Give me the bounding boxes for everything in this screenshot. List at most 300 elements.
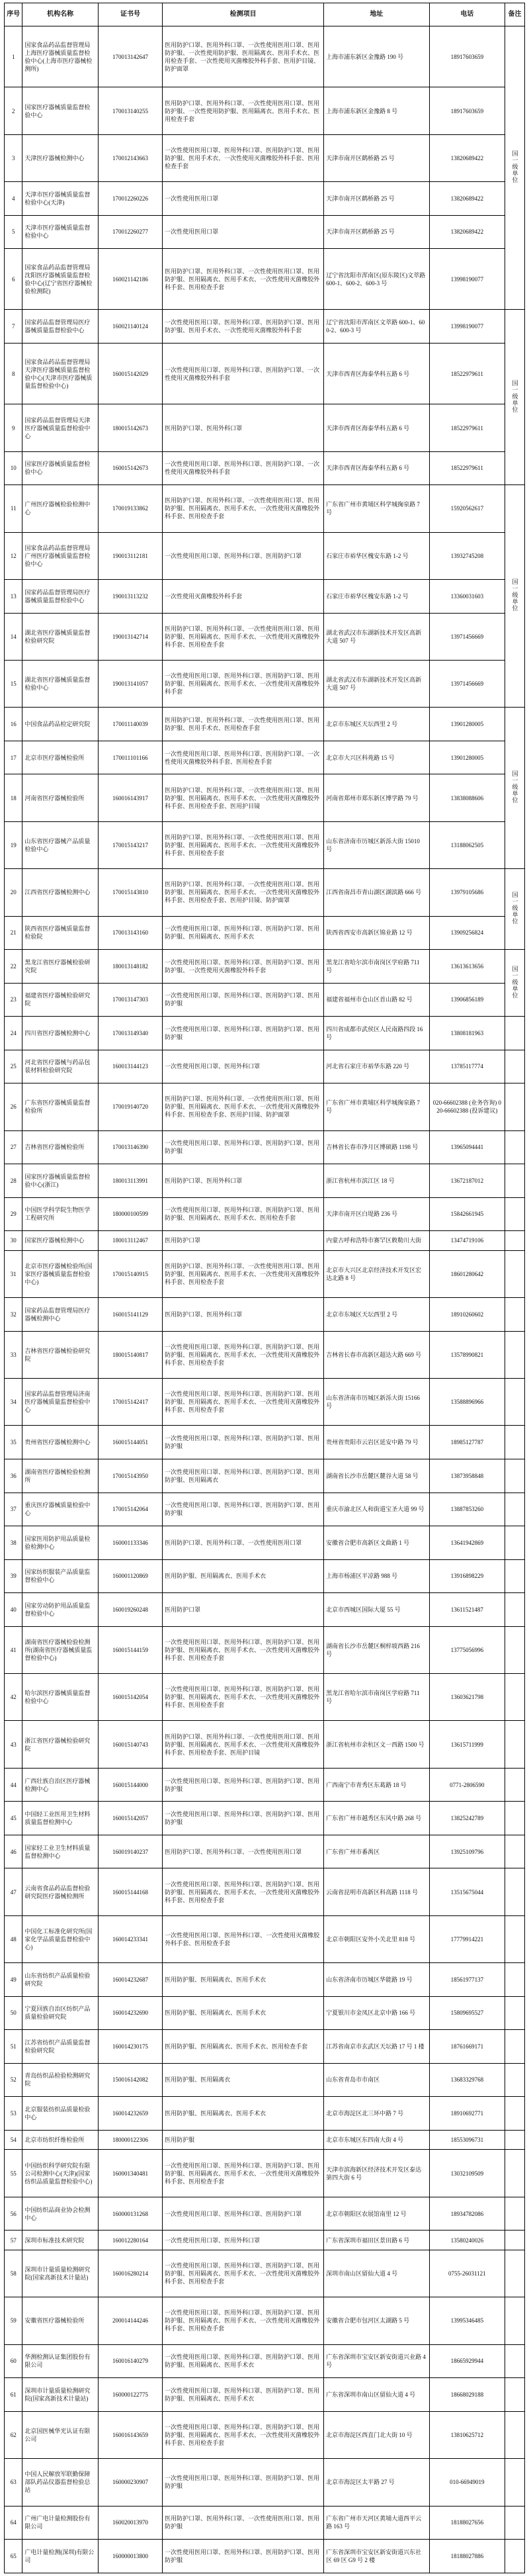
phone-number: 010-66949019 bbox=[429, 2459, 505, 2506]
header-no: 序号 bbox=[5, 3, 22, 26]
address: 福建省福州市仓山区首山路 82 号 bbox=[324, 983, 429, 1017]
test-items: 医用防护口罩、医用外科口罩、一次性使用医用口罩、医用防护服、医用隔离衣、医用手术衣、一次性使用灭菌橡胶外科手套、医用检查手套、医用护目镜 bbox=[163, 1721, 324, 1768]
row-number: 63 bbox=[5, 2459, 22, 2506]
certificate-number: 170012260226 bbox=[98, 182, 162, 216]
institution-name: 湖北省医疗器械质量监督检验研究院 bbox=[22, 613, 99, 660]
phone-number: 13906856189 bbox=[429, 983, 505, 1017]
certificate-number: 170013146390 bbox=[98, 1130, 162, 1164]
address: 上海市浦东新区金豫路 190 号 bbox=[324, 26, 429, 87]
institution-name: 吉林省医疗器械检验所 bbox=[22, 1130, 99, 1164]
row-number: 18 bbox=[5, 774, 22, 821]
table-row bbox=[5, 215, 525, 249]
address: 江苏省南京市玄武区天坛路 17 号 1 楼 bbox=[324, 2030, 429, 2064]
table-row bbox=[5, 1231, 525, 1251]
table-row bbox=[5, 182, 525, 216]
phone-number: 13810625712 bbox=[429, 2411, 505, 2458]
row-number: 45 bbox=[5, 1802, 22, 1835]
remark-cell bbox=[505, 1559, 525, 1593]
table-row bbox=[5, 2250, 525, 2297]
test-items: 医用防护服、医用隔离衣、医用手术衣、医用检查手套 bbox=[163, 2030, 324, 2064]
address: 北京市东城区天坛西里 2 号 bbox=[324, 1298, 429, 1332]
table-row bbox=[5, 1868, 525, 1915]
institution-name: 福建省医疗器械检验研究院 bbox=[22, 983, 99, 1017]
address: 安徽省合肥市包河区太湖路 5 号 bbox=[324, 2297, 429, 2344]
institution-name: 中国轻工业医用卫生材料质量监督检测中心 bbox=[22, 1802, 99, 1835]
test-items: 一次性使用医用口罩、医用外科口罩、医用防护口罩、医用防护服、医用隔离衣 bbox=[163, 1459, 324, 1493]
phone-number: 15920562617 bbox=[429, 485, 505, 532]
address: 宁夏银川市金凤区北京中路 166 号 bbox=[324, 1996, 429, 2030]
test-items: 医用防护口罩、医用外科口罩 bbox=[163, 1298, 324, 1332]
certificate-number: 170013143160 bbox=[98, 916, 162, 950]
remark-cell bbox=[505, 1050, 525, 1083]
test-items: 一次性使用医用口罩、医用外科口罩、医用防护口罩、医用防护服、医用隔离衣、医用手术衣、一次性使用灭菌橡胶外科手套、医用检查手套 bbox=[163, 2250, 324, 2297]
certificate-number: 170015142417 bbox=[98, 1379, 162, 1426]
remark-cell bbox=[505, 2344, 525, 2378]
row-number: 32 bbox=[5, 1298, 22, 1332]
row-number: 52 bbox=[5, 2063, 22, 2097]
remark-cell bbox=[505, 1996, 525, 2030]
row-number: 2 bbox=[5, 87, 22, 134]
test-items: 一次性使用医用口罩、医用外科口罩、医用防护口罩、医用防护服 bbox=[163, 1130, 324, 1164]
phone-number: 18917603659 bbox=[429, 87, 505, 134]
table-row bbox=[5, 2506, 525, 2540]
phone-number: 17779914221 bbox=[429, 1915, 505, 1962]
address: 广东省广州市天河区黄埔大道西平云路 163 号 bbox=[324, 2506, 429, 2540]
row-number: 46 bbox=[5, 1835, 22, 1868]
test-items: 一次性使用医用口罩、医用外科口罩、医用防护口罩、医用防护服 bbox=[163, 2459, 324, 2506]
certificate-number: 180013112467 bbox=[98, 1231, 162, 1251]
address: 石家庄市裕华区槐安东路 1-2 号 bbox=[324, 532, 429, 579]
certificate-number: 190013112181 bbox=[98, 532, 162, 579]
test-items: 医用防护口罩、医用外科口罩、一次性使用医用口罩、医用防护服、医用隔离衣、医用手术衣、一次性使用灭菌橡胶外科手套、医用检查手套 bbox=[163, 249, 324, 310]
test-items: 医用防护口罩 bbox=[163, 1593, 324, 1627]
row-number: 43 bbox=[5, 1721, 22, 1768]
institution-name: 陕西省医疗器械质量监督检验院 bbox=[22, 916, 99, 950]
institution-name: 湖南省医疗器械检验检测所 bbox=[22, 1459, 99, 1493]
address: 湖北省武汉市东湖新技术开发区高新大道 507 号 bbox=[324, 613, 429, 660]
remark-cell bbox=[505, 2250, 525, 2297]
certificate-number: 160015144051 bbox=[98, 1426, 162, 1459]
table-row bbox=[5, 821, 525, 868]
institution-name: 北京市纺织纤维检验所 bbox=[22, 2130, 99, 2150]
phone-number: 0771-2806590 bbox=[429, 1768, 505, 1802]
test-items: 一次性使用灭菌橡胶外科手套 bbox=[163, 580, 324, 614]
row-number: 65 bbox=[5, 2540, 22, 2573]
institution-name: 中国纺织科学研究院有限公司检测中心(天津)(国家纺织品质量监督检验中心) bbox=[22, 2150, 99, 2197]
row-number: 57 bbox=[5, 2231, 22, 2250]
phone-number: 18917603659 bbox=[429, 26, 505, 87]
certificate-number: 180000100599 bbox=[98, 1197, 162, 1231]
institution-name: 国家食品药品监督管理局广州医疗器械质量监督检验中心 bbox=[22, 532, 99, 579]
address: 河北省石家庄市裕华东路 220 号 bbox=[324, 1050, 429, 1083]
remark-cell bbox=[505, 26, 525, 310]
phone-number: 13641942869 bbox=[429, 1526, 505, 1560]
test-items: 医用防护服 bbox=[163, 2130, 324, 2150]
phone-number: 13965094441 bbox=[429, 1130, 505, 1164]
phone-number: 18934782086 bbox=[429, 2197, 505, 2231]
certificate-number: 170015140915 bbox=[98, 1250, 162, 1297]
institution-name: 吉林省医疗器械检验研究院 bbox=[22, 1331, 99, 1378]
remark-text: 国一级单位 bbox=[511, 770, 518, 804]
table-row bbox=[5, 2459, 525, 2506]
address: 北京市海淀区太平路 27 号 bbox=[324, 2459, 429, 2506]
institution-name: 中国纺织品商业协会检测中心 bbox=[22, 2197, 99, 2231]
row-number: 7 bbox=[5, 310, 22, 344]
row-number: 24 bbox=[5, 1017, 22, 1050]
table-row bbox=[5, 660, 525, 707]
institution-name: 国家药品监督管理局医疗器械质量监督检验中心 bbox=[22, 580, 99, 614]
row-number: 6 bbox=[5, 249, 22, 310]
testing-institutions-table bbox=[4, 3, 525, 2573]
header-addr: 地址 bbox=[324, 3, 429, 26]
test-items: 医用防护口罩、医用外科口罩、一次性使用医用口罩、医用防护服、一次性使用防护服、医用隔离衣、医用手术衣、医用检查手套 bbox=[163, 87, 324, 134]
table-row bbox=[5, 2150, 525, 2197]
table-row bbox=[5, 1197, 525, 1231]
address: 天津市南开区鹤桥路 25 号 bbox=[324, 134, 429, 181]
table-row bbox=[5, 1915, 525, 1962]
row-number: 3 bbox=[5, 134, 22, 181]
table-row bbox=[5, 2540, 525, 2573]
phone-number: 13873958848 bbox=[429, 1459, 505, 1493]
phone-number: 18910260602 bbox=[429, 1298, 505, 1332]
certificate-number: 160013144123 bbox=[98, 1050, 162, 1083]
row-number: 34 bbox=[5, 1379, 22, 1426]
certificate-number: 170015143217 bbox=[98, 821, 162, 868]
row-number: 41 bbox=[5, 1626, 22, 1673]
institution-name: 广东省医疗器械质量监督检验所 bbox=[22, 1083, 99, 1130]
test-items: 医用防护口罩、医用外科口罩、一次性使用医用口罩、医用防护服、医用隔离衣、医用手术衣、一次性使用灭菌橡胶外科手套、医用检查手套 bbox=[163, 613, 324, 660]
test-items: 一次性使用医用口罩、医用外科口罩、医用防护口罩、医用防护服、医用隔离衣、医用手术衣、一次性使用灭菌橡胶外科手套、医用检查手套 bbox=[163, 1673, 324, 1720]
test-items: 医用防护服、医用隔离衣、医用手术衣 bbox=[163, 1996, 324, 2030]
address: 北京市东城区东四南大街 4 号 bbox=[324, 2130, 429, 2150]
address: 天津市西青区海泰华科五路 6 号 bbox=[324, 451, 429, 485]
table-row bbox=[5, 532, 525, 579]
institution-name: 广西壮族自治区医疗器械检测中心 bbox=[22, 1768, 99, 1802]
remark-cell bbox=[505, 2378, 525, 2412]
certificate-number: 170013149340 bbox=[98, 1017, 162, 1050]
address: 广西南宁市青秀区东葛路 18 号 bbox=[324, 1768, 429, 1802]
address: 广东省广州市越秀区东风中路 268 号 bbox=[324, 1802, 429, 1835]
institution-name: 天津市医疗器械质量监督检验中心(天津) bbox=[22, 182, 99, 216]
table-row bbox=[5, 2297, 525, 2344]
institution-name: 贵州省医疗器械检测中心 bbox=[22, 1426, 99, 1459]
test-items: 医用防护口罩、医用外科口罩、一次性使用医用口罩、医用防护服 bbox=[163, 2506, 324, 2540]
row-number: 51 bbox=[5, 2030, 22, 2064]
institution-name: 国家食品药品监督管理局上海医疗器械质量监督检验中心(上海市医疗器械检测所) bbox=[22, 26, 99, 87]
test-items: 一次性使用医用口罩、医用外科口罩、医用防护口罩、医用防护服 bbox=[163, 1802, 324, 1835]
certificate-number: 160019140237 bbox=[98, 1835, 162, 1868]
remark-text: 国一级单位 bbox=[511, 150, 518, 184]
institution-name: 深圳市计量质量检测研究院(国家高新技术计量站) bbox=[22, 2250, 99, 2297]
phone-number: 13887853260 bbox=[429, 1493, 505, 1526]
remark-cell bbox=[505, 1426, 525, 1459]
table-row bbox=[5, 1331, 525, 1378]
remark-cell bbox=[505, 2297, 525, 2344]
test-items: 医用防护口罩、医用外科口罩、一次性使用医用口罩 bbox=[163, 1835, 324, 1868]
table-row bbox=[5, 2411, 525, 2458]
test-items: 一次性使用医用口罩、医用外科口罩、医用防护口罩、医用防护服、医用隔离衣、医用手术衣 bbox=[163, 2378, 324, 2412]
row-number: 58 bbox=[5, 2250, 22, 2297]
table-row bbox=[5, 741, 525, 774]
institution-name: 重庆医疗器械质量检验中心 bbox=[22, 1493, 99, 1526]
remark-cell bbox=[505, 1963, 525, 1997]
institution-name: 国家药品监督管理局医疗器械质量监督检验中心 bbox=[22, 310, 99, 344]
row-number: 31 bbox=[5, 1250, 22, 1297]
phone-number: 13808181963 bbox=[429, 1017, 505, 1050]
test-items: 一次性使用医用口罩、医用外科口罩、医用防护口罩、医用防护服、医用隔离衣、医用手术衣 bbox=[163, 916, 324, 950]
address: 天津市滨海新区经济技术开发区泰达第四大街 6 号 bbox=[324, 2150, 429, 2197]
certificate-number: 160015140743 bbox=[98, 1721, 162, 1768]
institution-name: 湖南省医疗器械检验检测所(湖南省医疗器械质量监督检验中心) bbox=[22, 1626, 99, 1673]
table-row bbox=[5, 87, 525, 134]
address: 湖南省长沙市岳麓区桐梓坡西路 216 号 bbox=[324, 1626, 429, 1673]
institution-name: 国家轻工业卫生材料质量监督检测中心 bbox=[22, 1835, 99, 1868]
certificate-number: 160015144159 bbox=[98, 1626, 162, 1673]
test-items: 医用防护口罩、医用外科口罩、一次性使用医用口罩、医用防护服、医用隔离衣、医用手术衣、一次性使用灭菌橡胶外科手套、医用检查手套、医用护目镜、防护面罩 bbox=[163, 1083, 324, 1130]
row-number: 5 bbox=[5, 215, 22, 249]
address: 浙江省杭州市滨江区 18 号 bbox=[324, 1164, 429, 1198]
institution-name: 广州医疗器械检验检测中心 bbox=[22, 485, 99, 532]
table-row bbox=[5, 1164, 525, 1198]
row-number: 59 bbox=[5, 2297, 22, 2344]
address: 辽宁省沈阳市浑南区文萃路 600-1、600-2、600-3 号 bbox=[324, 310, 429, 344]
institution-name: 河南省医疗器械检验所 bbox=[22, 774, 99, 821]
institution-name: 国家纺织服装产品质量监督检验中心 bbox=[22, 1559, 99, 1593]
address: 广东省深圳市宝安区新安街道兴东社区 69 区 G9 号 2 楼 bbox=[324, 2540, 429, 2573]
phone-number: 13515675044 bbox=[429, 1868, 505, 1915]
address: 河南省郑州市郑东新区博学路 79 号 bbox=[324, 774, 429, 821]
certificate-number: 150016142082 bbox=[98, 2063, 162, 2097]
table-row bbox=[5, 983, 525, 1017]
table-row bbox=[5, 1996, 525, 2030]
row-number: 36 bbox=[5, 1459, 22, 1493]
registry-sheet bbox=[4, 3, 525, 2573]
remark-cell bbox=[505, 2540, 525, 2573]
table-row bbox=[5, 1768, 525, 1802]
phone-number: 13820689422 bbox=[429, 134, 505, 181]
certificate-number: 160000122775 bbox=[98, 2378, 162, 2412]
test-items: 一次性使用医用口罩、医用外科口罩、医用防护口罩、医用防护服、医用手术衣、一次性使用灭菌橡胶外科手套、医用检查手套 bbox=[163, 134, 324, 181]
address: 北京市海淀区北三环中路 7 号 bbox=[324, 2097, 429, 2131]
test-items: 一次性使用医用口罩、医用外科口罩、医用防护口罩、医用防护服、医用隔离衣、医用手术衣、一次性使用灭菌橡胶外科手套、医用检查手套 bbox=[163, 2411, 324, 2458]
phone-number: 13901280005 bbox=[429, 741, 505, 774]
table-row bbox=[5, 26, 525, 87]
phone-number: 13971456669 bbox=[429, 660, 505, 707]
row-number: 26 bbox=[5, 1083, 22, 1130]
test-items: 一次性使用医用口罩、医用外科口罩、医用防护口罩、医用防护服、医用隔离衣、医用手术衣、一次性使用灭菌橡胶外科手套、医用检查手套 bbox=[163, 1626, 324, 1673]
test-items: 医用防护口罩、医用外科口罩 bbox=[163, 1164, 324, 1198]
institution-name: 江西省医疗器械检测中心 bbox=[22, 869, 99, 916]
address: 四川省成都市武侯区人民南路四段 16 号 bbox=[324, 1017, 429, 1050]
row-number: 60 bbox=[5, 2344, 22, 2378]
address: 上海市浦东新区金豫路 8 号 bbox=[324, 87, 429, 134]
test-items: 一次性使用医用口罩、医用外科口罩、医用防护口罩、一次性使用灭菌橡胶外科手套 bbox=[163, 343, 324, 404]
test-items: 一次性使用医用口罩、医用外科口罩、医用防护口罩、医用防护服 bbox=[163, 1493, 324, 1526]
institution-name: 国家医疗器械质量监督检验中心 bbox=[22, 451, 99, 485]
certificate-number: 160015142054 bbox=[98, 1673, 162, 1720]
row-number: 16 bbox=[5, 708, 22, 741]
phone-number: 13474719106 bbox=[429, 1231, 505, 1251]
institution-name: 国家药品监督管理局医疗器械检测中心 bbox=[22, 1298, 99, 1332]
phone-number: 13683329768 bbox=[429, 2063, 505, 2097]
table-header bbox=[5, 3, 525, 26]
address: 天津市南开区鹤桥路 25 号 bbox=[324, 215, 429, 249]
institution-name: 天津医疗器械检测中心 bbox=[22, 134, 99, 181]
table-row bbox=[5, 1493, 525, 1526]
row-number: 39 bbox=[5, 1559, 22, 1593]
test-items: 一次性使用医用口罩、医用外科口罩、医用防护口罩、医用防护服、医用隔离衣、医用手术衣 bbox=[163, 2344, 324, 2378]
remark-cell bbox=[505, 1526, 525, 1560]
header-note: 备注 bbox=[505, 3, 525, 26]
test-items: 医用防护服、医用隔离衣 bbox=[163, 2063, 324, 2097]
address: 北京市东城区天坛西里 2 号 bbox=[324, 708, 429, 741]
certificate-number: 160014230175 bbox=[98, 2030, 162, 2064]
institution-name: 浙江省医疗器械检验研究院 bbox=[22, 1721, 99, 1768]
test-items: 一次性使用医用口罩、医用外科口罩、医用防护口罩、医用防护服、医用隔离衣、医用手术衣、一次性使用灭菌橡胶外科手套 bbox=[163, 660, 324, 707]
certificate-number: 190013141057 bbox=[98, 660, 162, 707]
remark-cell bbox=[505, 2459, 525, 2506]
remark-cell bbox=[505, 708, 525, 869]
table-row bbox=[5, 310, 525, 344]
address: 广东省深圳市福田区景田路 6 号 bbox=[324, 2231, 429, 2250]
row-number: 21 bbox=[5, 916, 22, 950]
phone-number: 13613613656 bbox=[429, 950, 505, 984]
phone-number: 13820689422 bbox=[429, 182, 505, 216]
remark-cell bbox=[505, 1250, 525, 1297]
test-items: 医用防护口罩、医用外科口罩 bbox=[163, 404, 324, 451]
row-number: 28 bbox=[5, 1164, 22, 1198]
table-row bbox=[5, 2378, 525, 2412]
address: 天津市南开区白堤路 236 号 bbox=[324, 1197, 429, 1231]
certificate-number: 160014232659 bbox=[98, 2097, 162, 2131]
test-items: 一次性使用医用口罩、医用外科口罩、医用防护口罩、医用防护服 bbox=[163, 1426, 324, 1459]
row-number: 30 bbox=[5, 1231, 22, 1251]
phone-number: 13785117774 bbox=[429, 1050, 505, 1083]
certificate-number: 180013113991 bbox=[98, 1164, 162, 1198]
remark-cell bbox=[505, 1802, 525, 1835]
institution-name: 江苏省纺织产品质量监督检验研究院 bbox=[22, 2030, 99, 2064]
phone-number: 13032109509 bbox=[429, 2150, 505, 2197]
phone-number: 13995346485 bbox=[429, 2297, 505, 2344]
phone-number: 13979105686 bbox=[429, 869, 505, 916]
phone-number: 18761669171 bbox=[429, 2030, 505, 2064]
institution-name: 湖北省医疗器械质量监督检验中心 bbox=[22, 660, 99, 707]
test-items: 医用防护口罩、医用外科口罩、一次性使用医用口罩 bbox=[163, 1526, 324, 1560]
table-row bbox=[5, 249, 525, 310]
row-number: 49 bbox=[5, 1963, 22, 1997]
remark-cell bbox=[505, 1868, 525, 1915]
remark-text: 国一级单位 bbox=[511, 379, 518, 413]
institution-name: 天津市医疗器械质量监督检验中心 bbox=[22, 215, 99, 249]
institution-name: 国家药品监督管理局济南医疗器械质量监督检验中心 bbox=[22, 1379, 99, 1426]
test-items: 一次性使用医用口罩、医用外科口罩、医用防护口罩、医用防护服、一次性使用灭菌橡胶外科手套 bbox=[163, 950, 324, 984]
address: 吉林省长春市净月区博硕路 1198 号 bbox=[324, 1130, 429, 1164]
certificate-number: 160015142057 bbox=[98, 1802, 162, 1835]
certificate-number: 160016143659 bbox=[98, 2411, 162, 2458]
phone-number: 18561977137 bbox=[429, 1963, 505, 1997]
certificate-number: 160001120869 bbox=[98, 1559, 162, 1593]
row-number: 15 bbox=[5, 660, 22, 707]
remark-cell bbox=[505, 2063, 525, 2097]
institution-name: 中国食品药品检定研究院 bbox=[22, 708, 99, 741]
test-items: 一次性使用医用口罩、医用外科口罩、医用防护口罩、医用防护服、医用隔离衣、医用手术衣、一次性使用灭菌橡胶外科手套、医用检查手套 bbox=[163, 1379, 324, 1426]
address: 湖南省长沙市岳麓区麓谷大道 58 号 bbox=[324, 1459, 429, 1493]
remark-cell bbox=[505, 2231, 525, 2250]
table-row bbox=[5, 1017, 525, 1050]
certificate-number: 160012280164 bbox=[98, 2231, 162, 2250]
certificate-number: 180000122306 bbox=[98, 2130, 162, 2150]
address: 北京市朝阳区安外小关北里 818 号 bbox=[324, 1915, 429, 1962]
phone-number: 0755-26031121 bbox=[429, 2250, 505, 2297]
table-row bbox=[5, 2344, 525, 2378]
remark-cell bbox=[505, 1379, 525, 1426]
remark-text: 国一级单位 bbox=[511, 965, 518, 999]
address: 云南省昆明市高新区科高路 1118 号 bbox=[324, 1868, 429, 1915]
row-number: 64 bbox=[5, 2506, 22, 2540]
remark-cell bbox=[505, 2197, 525, 2231]
table-row bbox=[5, 1298, 525, 1332]
row-number: 12 bbox=[5, 532, 22, 579]
row-number: 13 bbox=[5, 580, 22, 614]
test-items: 一次性使用医用口罩、医用外科口罩 bbox=[163, 1050, 324, 1083]
phone-number: 13916898229 bbox=[429, 1559, 505, 1593]
row-number: 8 bbox=[5, 343, 22, 404]
phone-number: 13901280005 bbox=[429, 708, 505, 741]
certificate-number: 170012260277 bbox=[98, 215, 162, 249]
certificate-number: 190013113232 bbox=[98, 580, 162, 614]
address: 广东省广州市黄埔区科学城掬泉路 7 号 bbox=[324, 485, 429, 532]
remark-cell bbox=[505, 2506, 525, 2540]
row-number: 50 bbox=[5, 1996, 22, 2030]
test-items: 一次性使用医用口罩、医用外科口罩、医用防护口罩、医用防护服 bbox=[163, 1768, 324, 1802]
test-items: 医用防护服、医用隔离衣、医用手术衣 bbox=[163, 2097, 324, 2131]
row-number: 55 bbox=[5, 2150, 22, 2197]
certificate-number: 160014232690 bbox=[98, 1996, 162, 2030]
address: 广东省深圳市南山区留仙大道 4 号 bbox=[324, 2378, 429, 2412]
row-number: 9 bbox=[5, 404, 22, 451]
certificate-number: 160015142029 bbox=[98, 343, 162, 404]
certificate-number: 160021142186 bbox=[98, 249, 162, 310]
table-row bbox=[5, 1083, 525, 1130]
certificate-number: 160001340481 bbox=[98, 2150, 162, 2197]
certificate-number: 160001133346 bbox=[98, 1526, 162, 1560]
institution-name: 国家药品监督管理局天津医疗器械质量监督检验中心 bbox=[22, 404, 99, 451]
table-row bbox=[5, 774, 525, 821]
row-number: 44 bbox=[5, 1768, 22, 1802]
phone-number: 13615711999 bbox=[429, 1721, 505, 1768]
phone-number: 18522979611 bbox=[429, 451, 505, 485]
test-items: 医用防护口罩、医用外科口罩、一次性使用医用口罩、医用防护服、医用隔离衣、医用手术衣、一次性使用灭菌橡胶外科手套、医用检查手套 bbox=[163, 821, 324, 868]
table-row bbox=[5, 134, 525, 181]
table-row bbox=[5, 2063, 525, 2097]
table-row bbox=[5, 1379, 525, 1426]
row-number: 25 bbox=[5, 1050, 22, 1083]
phone-number: 18522979611 bbox=[429, 343, 505, 404]
test-items: 一次性使用医用口罩、医用外科口罩、医用防护口罩、一次性使用灭菌橡胶外科手套 bbox=[163, 451, 324, 485]
remark-cell bbox=[505, 2097, 525, 2131]
address: 辽宁省沈阳市浑南区(原东陵区)文萃路 600-1、600-2、600-3 号 bbox=[324, 249, 429, 310]
remark-cell bbox=[505, 1673, 525, 1720]
header-org: 机构名称 bbox=[22, 3, 99, 26]
phone-number: 18188027656 bbox=[429, 2506, 505, 2540]
institution-name: 国家医疗器械质量监督检验中心(浙江) bbox=[22, 1164, 99, 1198]
test-items: 医用防护服、医用隔离衣、医用手术衣 bbox=[163, 1963, 324, 1997]
address: 北京市大兴区北京经济技术开发区宏达北路 8 号 bbox=[324, 1250, 429, 1297]
table-row bbox=[5, 451, 525, 485]
address: 江西省南昌市青山湖区湖滨路 666 号 bbox=[324, 869, 429, 916]
address: 北京市大兴区科苑路 15 号 bbox=[324, 741, 429, 774]
row-number: 48 bbox=[5, 1915, 22, 1962]
